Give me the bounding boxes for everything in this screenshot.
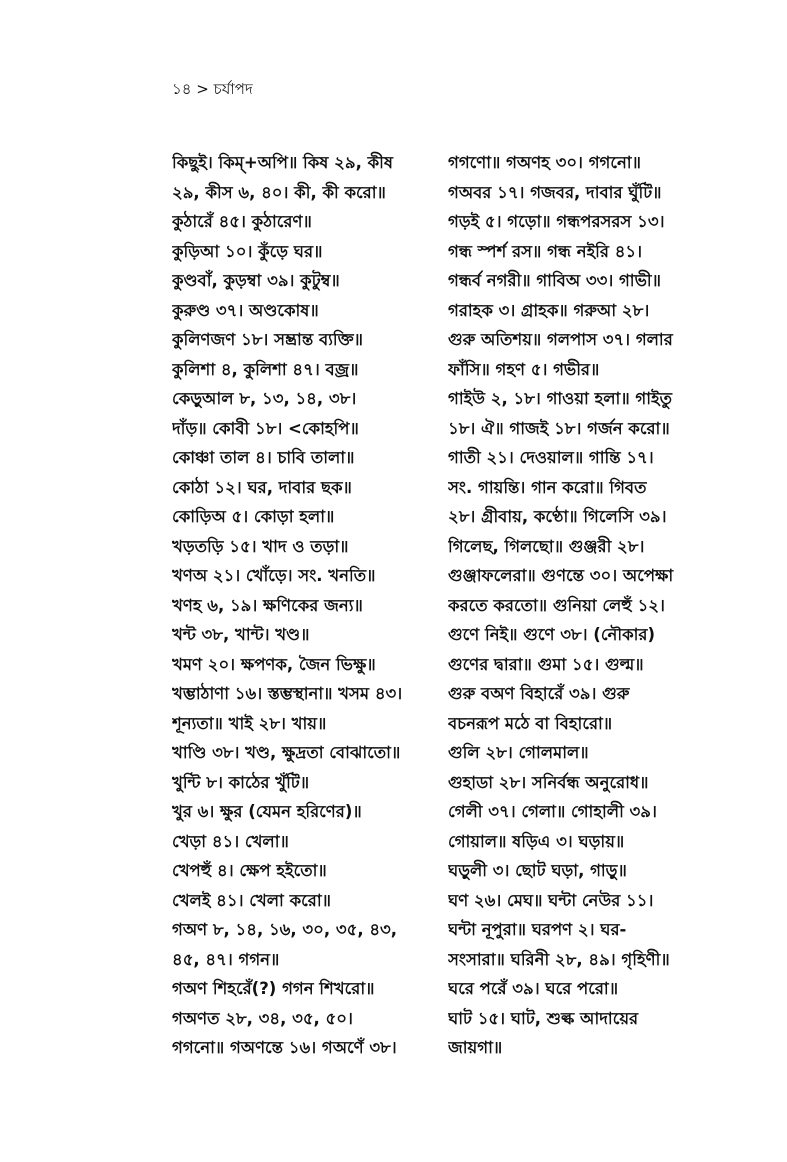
glossary-line: ঘন্টা নূপুরা॥ ঘরপণ ২। ঘর- xyxy=(448,920,627,939)
separator: > xyxy=(196,80,209,98)
running-head xyxy=(172,78,253,103)
glossary-line: কোড়িঅ ৫। কোড়া হলা॥ xyxy=(172,507,335,526)
glossary-line: খন্ট ৩৮, খান্ট। খণ্ড॥ xyxy=(172,625,310,644)
glossary-line: করতে করতো॥ গুনিয়া লেহুঁ ১২। xyxy=(448,595,665,615)
glossary-line: ২৯, কীস ৬, ৪০। কী, কী করো॥ xyxy=(172,182,386,202)
glossary-line: কুণ্ডবাঁ, কুড়ম্বা ৩৯। কুটুম্ব॥ xyxy=(172,271,340,290)
glossary-line: গুরু বঅণ বিহারেঁ ৩৯। গুরু xyxy=(448,684,630,703)
glossary-line: ঘণ ২৬। মেঘ॥ ঘন্টা নেউর ১১। xyxy=(448,890,654,910)
glossary-line: কুলিণজণ ১৮। সম্ভ্রান্ত ব্যক্তি॥ xyxy=(172,330,363,349)
glossary-line: গগণো॥ গঅণহ ৩০। গগনো॥ xyxy=(448,153,641,172)
glossary-line: গোয়াল॥ ষড়িএ ৩। ঘড়ায়॥ xyxy=(448,831,625,851)
glossary-line: খমণ ২০। ক্ষপণক, জৈন ভিক্ষু॥ xyxy=(172,654,376,674)
glossary-line: কুরুণ্ড ৩৭। অণ্ডকোষ॥ xyxy=(172,300,319,320)
left-column xyxy=(172,148,434,1063)
glossary-line: দাঁড়॥ কোবী ১৮। <কোহপি॥ xyxy=(172,418,359,438)
glossary-line: কোঠা ১২। ঘর, দাবার ছক॥ xyxy=(172,477,352,497)
glossary-line: কেড়ুআল ৮, ১৩, ১৪, ৩৮। xyxy=(172,389,357,408)
glossary-line: গিলেছ, গিলছো॥ গুঞ্জরী ২৮। xyxy=(448,536,645,556)
glossary-line: কোঞ্চা তাল ৪। চাবি তালা॥ xyxy=(172,448,355,467)
glossary-line: গন্ধ স্পর্শ রস॥ গন্ধ নইরি ৪১। xyxy=(448,241,643,261)
glossary-line: গুণে নিই॥ গুণে ৩৮। (নৌকার) xyxy=(448,625,656,644)
glossary-line: কিছুই। কিম্+অপি॥ কিষ ২৯, কীষ xyxy=(172,153,393,172)
glossary-line: খুন্টি ৮। কাঠের খুঁটি॥ xyxy=(172,772,310,792)
glossary-line: সং. গায়ন্তি। গান করো॥ গিবত xyxy=(448,477,647,497)
glossary-line: সংসারা॥ ঘরিনী ২৮, ৪৯। গৃহিণী॥ xyxy=(448,949,670,969)
glossary-line: গঅণ ৮, ১৪, ১৬, ৩০, ৩৫, ৪৩, xyxy=(172,920,398,939)
glossary-line: ১৮। ঐ॥ গাজই ১৮। গর্জন করো॥ xyxy=(448,418,670,438)
book-title: চর্যাপদ xyxy=(213,80,253,98)
glossary-line: গুণের দ্বারা॥ গুমা ১৫। গুল্ম॥ xyxy=(448,654,644,674)
glossary-line: খড়তড়ি ১৫। খাদ ও তড়া॥ xyxy=(172,536,349,556)
glossary-line: গরাহক ৩। গ্রাহক॥ গরুআ ২৮। xyxy=(448,300,650,320)
glossary-line: ৪৫, ৪৭। গগন॥ xyxy=(172,949,280,969)
right-column xyxy=(448,148,710,1063)
glossary-line: খেপহুঁ ৪। ক্ষেপ হইতো॥ xyxy=(172,861,327,880)
glossary-line: শূন্যতা॥ খাই ২৮। খায়॥ xyxy=(172,713,327,733)
glossary-line: খেলই ৪১। খেলা করো॥ xyxy=(172,890,331,910)
glossary-line: গাইউ ২, ১৮। গাওয়া হলা॥ গাইতু xyxy=(448,389,672,408)
glossary-line: গন্ধর্ব নগরী॥ গাবিঅ ৩৩। গাভী॥ xyxy=(448,271,661,290)
glossary-line: ফাঁসি॥ গহণ ৫। গভীর॥ xyxy=(448,359,600,379)
glossary-line: খম্ভাঠাণা ১৬। স্তম্ভস্থানা॥ খসম ৪৩। xyxy=(172,684,403,703)
glossary-line: খাণ্ডি ৩৮। খণ্ড, ক্ষুদ্রতা বোঝাতো॥ xyxy=(172,743,401,762)
glossary-line: খেড়া ৪১। খেলা॥ xyxy=(172,831,289,851)
glossary-line: কুড়িআ ১০। কুঁড়ে ঘর॥ xyxy=(172,241,323,261)
glossary-line: গুরু অতিশয়॥ গলপাস ৩৭। গলার xyxy=(448,330,673,349)
glossary-line: খণঅ ২১। খোঁড়ে। সং. খনতি॥ xyxy=(172,566,376,585)
glossary-line: গগনো॥ গঅণন্তে ১৬। গঅণেঁ ৩৮। xyxy=(172,1038,397,1057)
glossary-line: বচনরূপ মঠে বা বিহারো॥ xyxy=(448,713,613,733)
glossary-line: ঘরে পরেঁ ৩৯। ঘরে পরো॥ xyxy=(448,979,619,998)
glossary-line: গুঞ্জাফলেরা॥ গুণন্তে ৩০। অপেক্ষা xyxy=(448,566,674,585)
page-number: ১৪ xyxy=(172,80,192,98)
glossary-line: জায়গা॥ xyxy=(448,1038,503,1057)
glossary-line: খুর ৬। ক্ষুর (যেমন হরিণের)॥ xyxy=(172,802,362,821)
glossary-line: ঘাট ১৫। ঘাট, শুল্ক আদায়ের xyxy=(448,1008,639,1028)
glossary-line: ২৮। গ্রীবায়, কণ্ঠো॥ গিলেসি ৩৯। xyxy=(448,507,667,526)
glossary-line: গেলী ৩৭। গেলা॥ গোহালী ৩৯। xyxy=(448,802,657,821)
glossary-line: ঘড়ুলী ৩। ছোট ঘড়া, গাড়ু॥ xyxy=(448,861,627,880)
glossary-line: গড়ই ৫। গড়ো॥ গন্ধপরসরস ১৩। xyxy=(448,212,665,231)
glossary-line: গুহাডা ২৮। সনির্বন্ধ অনুরোধ॥ xyxy=(448,772,649,792)
glossary-line: গাতী ২১। দেওয়াল॥ গান্তি ১৭। xyxy=(448,448,654,467)
glossary-line: গঅণ শিহরেঁ(?) গগন শিখরো॥ xyxy=(172,979,375,998)
glossary-line: খণহ ৬, ১৯। ক্ষণিকের জন্য॥ xyxy=(172,595,363,615)
glossary-line: গঅবর ১৭। গজবর, দাবার ঘুঁটি॥ xyxy=(448,182,662,202)
glossary-line: কুলিশা ৪, কুলিশা ৪৭। বজ্র॥ xyxy=(172,359,359,379)
glossary-line: গঅণত ২৮, ৩৪, ৩৫, ৫০। xyxy=(172,1008,353,1028)
glossary-line: কুঠারেঁ ৪৫। কুঠারেণ॥ xyxy=(172,212,312,231)
glossary-line: গুলি ২৮। গোলমাল॥ xyxy=(448,743,589,762)
